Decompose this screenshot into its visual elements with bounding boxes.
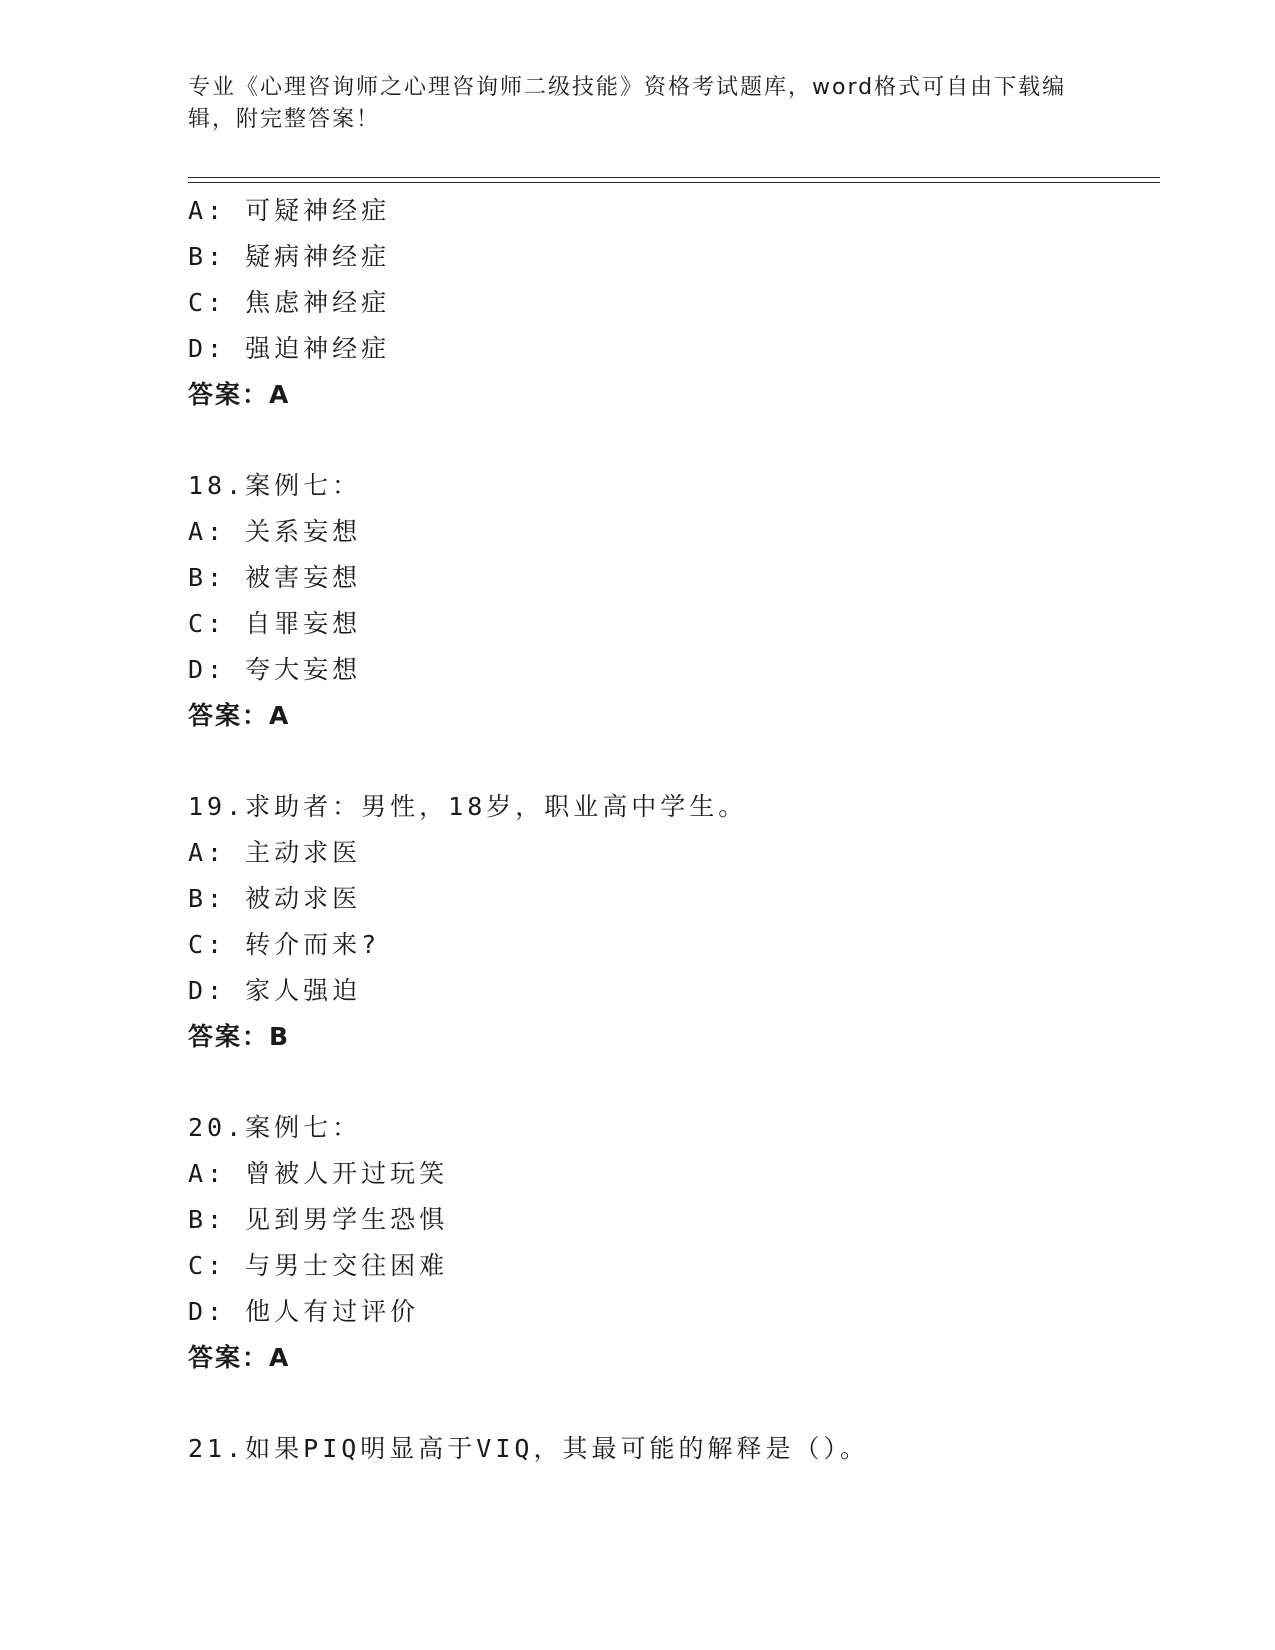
question-block-18 — [188, 463, 1148, 739]
question-text: 18.案例七： — [188, 471, 362, 500]
option-a: A: 关系妄想 — [188, 517, 362, 546]
option-d: D: 强迫神经症 — [188, 334, 391, 363]
question-list — [188, 188, 1148, 1472]
option-b: B: 被动求医 — [188, 884, 362, 913]
option-a: A: 曾被人开过玩笑 — [188, 1159, 449, 1188]
header-divider-top — [188, 177, 1160, 178]
answer: 答案：B — [188, 1022, 291, 1051]
answer: 答案：A — [188, 380, 291, 409]
question-block-17 — [188, 188, 1148, 418]
question-text: 21.如果PIQ明显高于VIQ，其最可能的解释是（）。 — [188, 1434, 869, 1463]
header-divider-bottom — [188, 182, 1160, 183]
question-block-20 — [188, 1105, 1148, 1381]
document-header: 专业《心理咨询师之心理咨询师二级技能》资格考试题库，word格式可自由下载编辑，附完整答案！ — [188, 75, 1067, 132]
option-d: D: 夸大妄想 — [188, 655, 362, 684]
option-c: C: 与男士交往困难 — [188, 1251, 449, 1280]
answer: 答案：A — [188, 701, 291, 730]
option-a: A: 主动求医 — [188, 838, 362, 867]
option-d: D: 他人有过评价 — [188, 1297, 420, 1326]
option-b: B: 见到男学生恐惧 — [188, 1205, 449, 1234]
question-text: 19.求助者：男性，18岁，职业高中学生。 — [188, 792, 748, 821]
option-b: B: 疑病神经症 — [188, 242, 391, 271]
option-d: D: 家人强迫 — [188, 976, 362, 1005]
option-c: C: 焦虑神经症 — [188, 288, 391, 317]
question-block-21 — [188, 1426, 1148, 1472]
answer: 答案：A — [188, 1343, 291, 1372]
option-b: B: 被害妄想 — [188, 563, 362, 592]
option-c: C: 自罪妄想 — [188, 609, 362, 638]
question-text: 20.案例七： — [188, 1113, 362, 1142]
option-c: C: 转介而来? — [188, 930, 381, 959]
question-block-19 — [188, 784, 1148, 1060]
option-a: A: 可疑神经症 — [188, 196, 391, 225]
